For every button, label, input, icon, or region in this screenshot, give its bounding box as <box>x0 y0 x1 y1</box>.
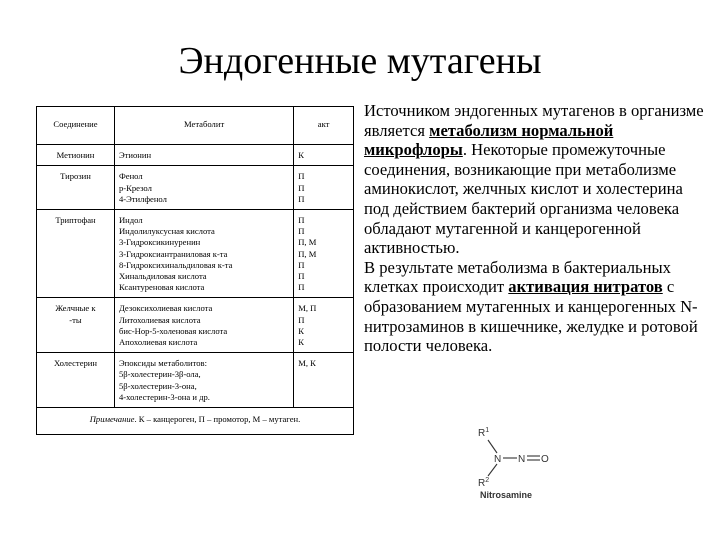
table-row <box>37 353 354 408</box>
metabolites-line: Индолилуксусная кислота <box>118 226 215 237</box>
table-note <box>37 408 354 435</box>
metabolites-line: 8-Гидроксихинальдиловая к-та <box>118 259 233 270</box>
cell-activity <box>294 145 354 166</box>
n-atom-1: N <box>494 454 502 465</box>
activity-line: П <box>298 314 305 325</box>
paragraph-nitrates <box>364 258 704 356</box>
mutagens-table <box>36 106 354 435</box>
compound-line: Триптофан <box>55 215 96 226</box>
metabolites-line: Фенол <box>118 171 143 182</box>
p2-emphasis: активация нитратов <box>508 277 663 297</box>
metabolites-line: 3-Гидроксикинуренин <box>118 237 201 248</box>
activity-line: К <box>298 325 304 336</box>
cell-metabolites <box>114 353 293 408</box>
compound-line: -ты <box>69 314 82 325</box>
activity-line: П <box>298 226 305 237</box>
table-row <box>37 145 354 166</box>
metabolites-line: бис-Нор-5-холеновая кислота <box>118 325 228 336</box>
n-atom-2: N <box>518 454 526 465</box>
nitrosamine-structure <box>470 424 580 500</box>
paragraph-microflora <box>364 101 704 258</box>
table-row <box>37 298 354 353</box>
cell-compound <box>37 298 115 353</box>
r2-label: $R^2$ <box>478 477 490 489</box>
slide-title: Эндогенные мутагены <box>178 40 542 82</box>
compound-line: Метионин <box>56 150 95 161</box>
activity-line: К <box>298 150 304 161</box>
activity-line: П <box>298 271 305 282</box>
cell-activity <box>294 353 354 408</box>
metabolites-line: 4-холестерин-3-она и др. <box>118 391 210 402</box>
header-activity: акт <box>294 107 354 145</box>
metabolites-line: Дезоксихолиевая кислота <box>118 303 213 314</box>
compound-line: Тирозин <box>60 171 91 182</box>
cell-compound <box>37 353 115 408</box>
p1-end: . Некоторые промежуточные соединения, возникающие при метаболизме аминокислот, желчных кислот и холестерина под действием бактерий организма человека обладают мутагенной и канцерогенной активностью. <box>364 140 683 258</box>
compound-line: Холестерин <box>53 358 97 369</box>
metabolites-line: Апохолиевая кислота <box>118 337 198 348</box>
metabolites-line: Литохолиевая кислота <box>118 314 201 325</box>
cell-metabolites <box>114 298 293 353</box>
activity-line: П <box>298 259 305 270</box>
cell-activity <box>294 210 354 298</box>
header-metabolite: Метаболит <box>114 107 293 145</box>
r1-label: $R^1$ <box>478 427 490 439</box>
activity-line: П <box>298 193 305 204</box>
metabolites-line: 5β-холестерин-3β-ола, <box>118 369 201 380</box>
metabolites-line: Эпоксиды метаболитов: <box>118 358 207 369</box>
o-atom: O <box>541 454 549 465</box>
note-label: Примечание <box>89 414 135 425</box>
metabolites-line: 3-Гидроксиантраниловая к-та <box>118 248 228 259</box>
nitrosamine-caption: Nitrosamine <box>480 490 533 500</box>
activity-line: П, М <box>298 248 317 259</box>
table-note-row <box>37 408 354 435</box>
metabolites-line: Индол <box>118 215 143 226</box>
body-text <box>364 101 704 356</box>
note-text: . К – канцероген, П – промотор, М – мутаген. <box>134 414 301 425</box>
cell-compound <box>37 166 115 210</box>
cell-metabolites <box>114 145 293 166</box>
metabolites-line: Хинальдиловая кислота <box>118 271 207 282</box>
table-header-row <box>37 107 354 145</box>
header-compound: Соединение <box>37 107 115 145</box>
metabolites-line: p-Крезол <box>118 182 152 193</box>
metabolites-line: 5β-холестерин-3-она, <box>118 380 197 391</box>
activity-line: М, П <box>298 303 317 314</box>
cell-metabolites <box>114 166 293 210</box>
table-row <box>37 166 354 210</box>
metabolites-line: Ксантуреновая кислота <box>118 282 205 293</box>
p2-start: В результате метаболизма в бактериальных клетках происходит <box>364 257 671 297</box>
activity-line: П <box>298 182 305 193</box>
table-row <box>37 210 354 298</box>
cell-activity <box>294 298 354 353</box>
activity-line: К <box>298 337 304 348</box>
nitrosamine-svg <box>470 424 580 500</box>
bond-n-r2 <box>488 464 497 476</box>
table-body <box>37 145 354 408</box>
activity-line: М, К <box>298 358 316 369</box>
metabolites-line: Этионин <box>118 150 152 161</box>
activity-line: П <box>298 282 305 293</box>
activity-line: П <box>298 171 305 182</box>
cell-metabolites <box>114 210 293 298</box>
activity-line: П, М <box>298 237 317 248</box>
activity-line: П <box>298 215 305 226</box>
cell-activity <box>294 166 354 210</box>
compound-line: Желчные к <box>55 303 96 314</box>
bond-r1-n <box>488 440 497 453</box>
cell-compound <box>37 210 115 298</box>
cell-compound <box>37 145 115 166</box>
metabolites-line: 4-Этилфенол <box>118 193 167 204</box>
p1-emphasis: метаболизм нормальной микрофлоры <box>364 120 614 160</box>
p2-end: с образованием мутагенных и канцерогенных N-нитрозаминов в кишечнике, желудке и ротовой полости человека. <box>364 277 698 356</box>
p1-start: Источником эндогенных мутагенов в организме является <box>364 101 704 140</box>
